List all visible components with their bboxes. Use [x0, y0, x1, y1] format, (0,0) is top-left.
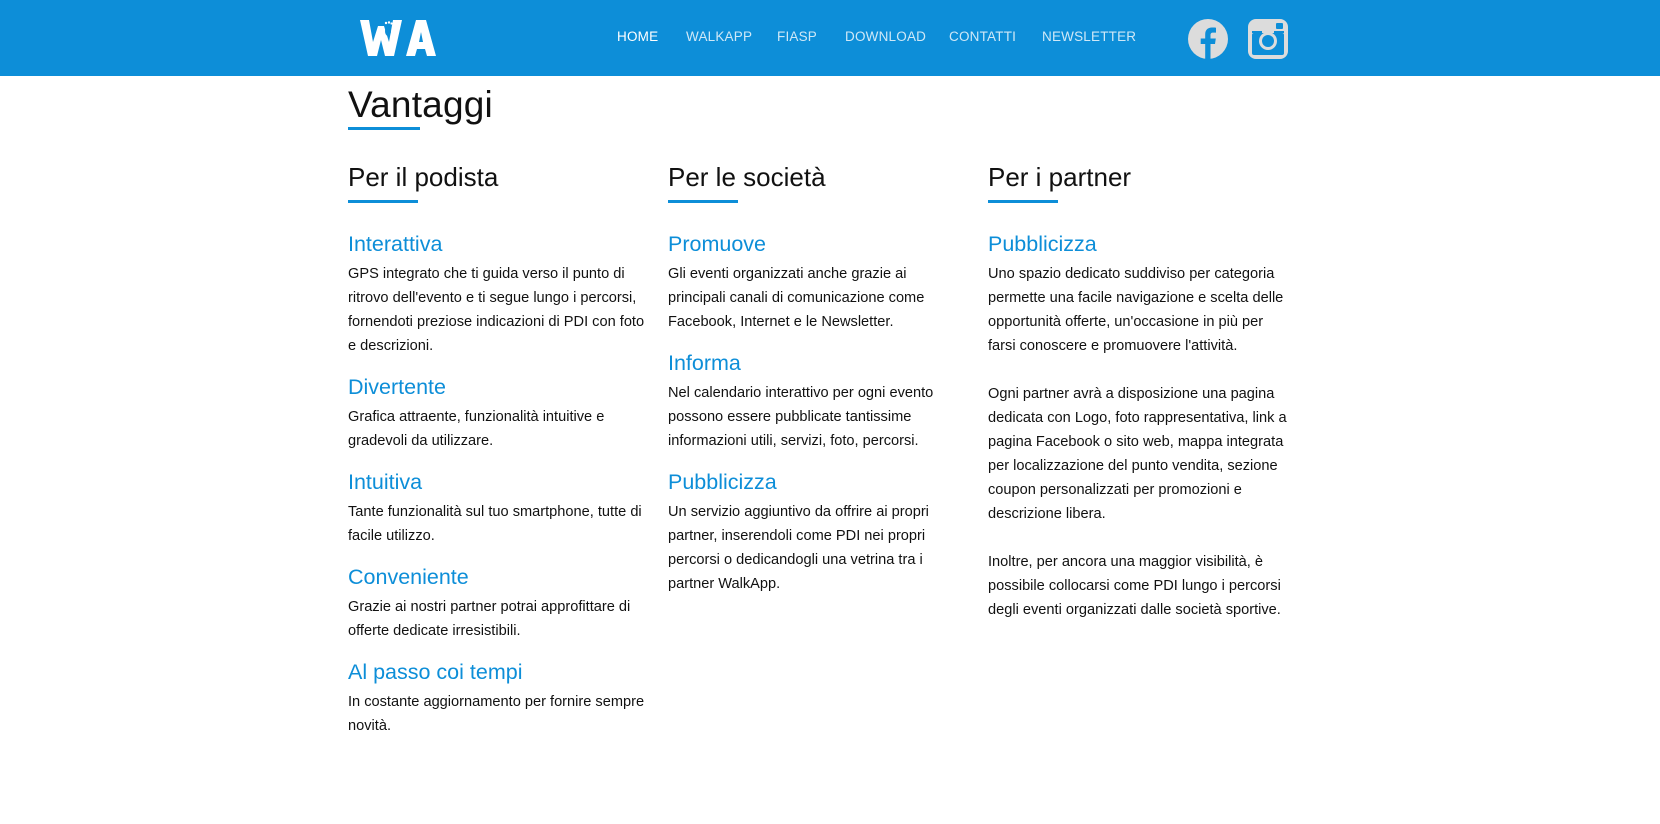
facebook-link[interactable] — [1187, 18, 1229, 60]
facebook-icon — [1187, 18, 1229, 60]
feature-text: Gli eventi organizzati anche grazie ai principali canali di comunicazione come Facebook, Internet e le Newsletter. — [668, 266, 925, 330]
feature-item — [668, 468, 968, 596]
feature-paragraph: Inoltre, per ancora una maggior visibilità, è possibile collocarsi come PDI lungo i percorsi degli eventi organizzati dalle società sportive. — [988, 554, 1281, 618]
column-heading: Per il podista — [348, 162, 499, 192]
feature-paragraph: Ogni partner avrà a disposizione una pagina dedicata con Logo, foto rappresentativa, link a pagina Facebook o sito web, mappa integrata per localizzazione del punto vendita, sezione coupon personalizzati per promozioni e descrizione libera. — [988, 386, 1287, 522]
feature-paragraph: Uno spazio dedicato suddiviso per categoria permette una facile navigazione e scelta delle opportunità offerte, un'occasione in più per farsi conoscere e promuovere l'attività. — [988, 266, 1284, 354]
nav-walkapp[interactable]: WALKAPP — [686, 29, 753, 44]
feature-title: Divertente — [348, 375, 446, 399]
column-heading: Per i partner — [988, 162, 1132, 192]
nav-newsletter[interactable]: NEWSLETTER — [1042, 29, 1137, 44]
heading-underline — [348, 200, 418, 203]
feature-item — [348, 563, 648, 643]
feature-title: Conveniente — [348, 565, 469, 589]
feature-text: GPS integrato che ti guida verso il punto di ritrovo dell'evento e ti segue lungo i percorsi, fornendoti preziose indicazioni di PDI con foto e descrizioni. — [348, 266, 645, 354]
nav-fiasp[interactable]: FIASP — [777, 29, 818, 44]
feature-title: Interattiva — [348, 232, 443, 256]
feature-title: Promuove — [668, 232, 766, 256]
feature-text: Grafica attraente, funzionalità intuitive e gradevoli da utilizzare. — [348, 409, 605, 449]
feature-title: Informa — [668, 351, 741, 375]
title-underline — [348, 127, 420, 130]
feature-item — [988, 230, 1288, 622]
nav-home[interactable]: HOME — [617, 29, 659, 44]
site-header — [0, 0, 1660, 76]
column-societa — [668, 160, 968, 611]
feature-item — [668, 230, 968, 334]
feature-item — [348, 373, 648, 453]
feature-item — [348, 230, 648, 358]
feature-item — [348, 658, 648, 738]
feature-title: Pubblicizza — [988, 232, 1097, 256]
feature-text: In costante aggiornamento per fornire sempre novità. — [348, 694, 645, 734]
nav-download[interactable]: DOWNLOAD — [845, 29, 927, 44]
feature-text: Nel calendario interattivo per ogni evento possono essere pubblicate tantissime informazioni utili, servizi, foto, percorsi. — [668, 385, 934, 449]
nav-contatti[interactable]: CONTATTI — [949, 29, 1017, 44]
page-title: Vantaggi — [348, 84, 493, 125]
feature-item — [348, 468, 648, 548]
feature-text: Un servizio aggiuntivo da offrire ai propri partner, inserendoli come PDI nei propri percorsi o dedicandogli una vetrina tra i partner WalkApp. — [668, 504, 929, 592]
column-partner — [988, 160, 1288, 646]
main-nav — [0, 0, 1660, 76]
feature-title: Pubblicizza — [668, 470, 777, 494]
heading-underline — [668, 200, 738, 203]
instagram-icon — [1247, 18, 1289, 60]
column-podista — [348, 160, 648, 753]
heading-underline — [988, 200, 1058, 203]
feature-title: Al passo coi tempi — [348, 660, 523, 684]
instagram-link[interactable] — [1247, 18, 1289, 60]
feature-title: Intuitiva — [348, 470, 423, 494]
feature-text: Tante funzionalità sul tuo smartphone, tutte di facile utilizzo. — [348, 504, 642, 544]
feature-item — [668, 349, 968, 453]
feature-text: Grazie ai nostri partner potrai approfittare di offerte dedicate irresistibili. — [348, 599, 631, 639]
column-heading: Per le società — [668, 162, 826, 192]
